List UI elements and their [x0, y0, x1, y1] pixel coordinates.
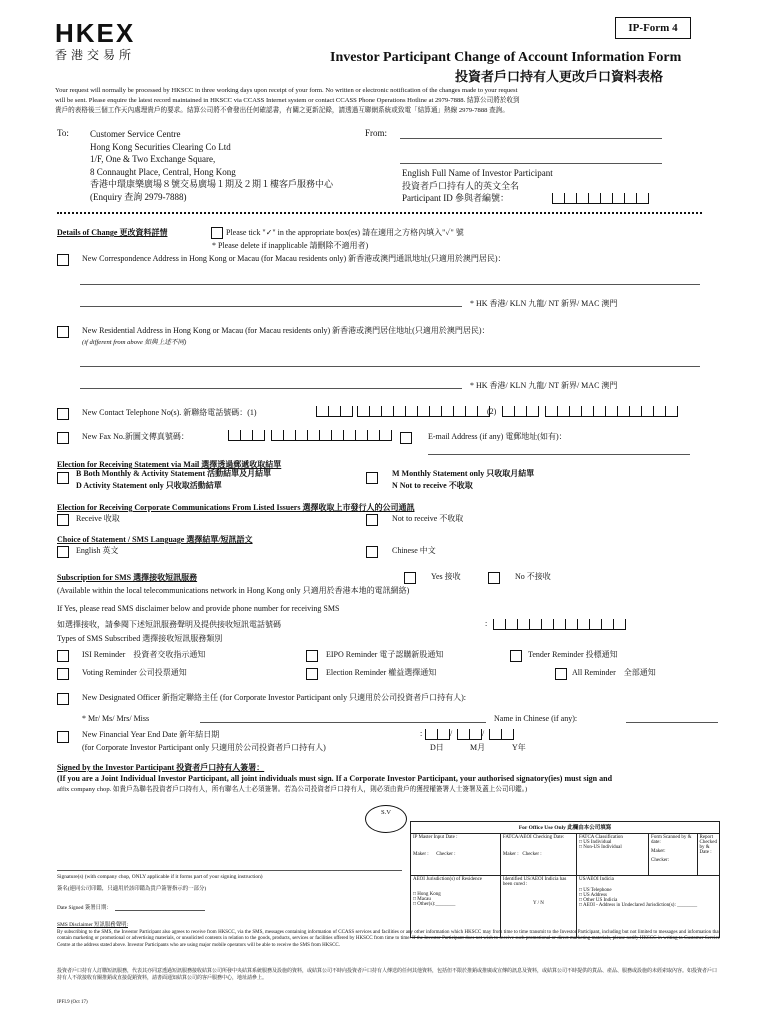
residential-address-line-2[interactable]: [80, 388, 462, 389]
fy-colon: :: [420, 729, 423, 738]
language-english-label: English 英文: [76, 546, 119, 555]
residential-address-label: New Residential Address in Hong Kong or Macau (for Macau residents only) 新香港或澳門居住地址(只適用於澳門居民)：: [82, 326, 490, 335]
office-aeoi-jurisdiction: AEOI Jurisdiction(s) of Residence: [413, 877, 483, 882]
statement-monthly-checkbox[interactable]: [366, 472, 378, 484]
fax-area-input[interactable]: [228, 430, 265, 441]
telephone-1-number-input[interactable]: [357, 406, 490, 417]
dotted-separator: [57, 212, 702, 214]
form-title-zh: 投資者戶口持有人更改戶口資料表格: [455, 69, 664, 84]
correspondence-address-line-2[interactable]: [80, 306, 462, 307]
form-title-en: Investor Participant Change of Account Information Form: [330, 50, 682, 65]
participant-id-label: Participant ID 參與者編號：: [402, 193, 509, 203]
correspondence-address-line-1[interactable]: [80, 284, 700, 285]
office-us-aeoi-indicia: US/AEOI Indicia: [578, 877, 614, 882]
telephone-checkbox[interactable]: [57, 408, 69, 420]
sms-disclaimer-heading: SMS Disclaimer 短訊服務聲明:: [57, 922, 128, 928]
fy-month-input[interactable]: [457, 729, 485, 740]
sms-yes-checkbox[interactable]: [404, 572, 416, 584]
sms-isi-checkbox[interactable]: [57, 650, 69, 662]
footer-code: IPFI.9 (Oct 17): [57, 1000, 88, 1005]
sms-disclaimer-text: By subscribing to the SMS, the Investor Participant also agrees to receive from HKSCC, via the SMS, messages containing information of CCASS services and facilities or any other information which HKSCC may from time to time transmit to the Investor Participant, including but not limited to messages and information that contain marketing or promotional or advertising materials, or unsolicited contents in relation to the goods, products, services or facilities offered by HKSCC from time to time. If the Investor Participant does not wish to receive such promotional or direct marketing materials, please notify HKSCC in writing to Customer Service Centre at the address stated above. Investor Participants who are using major mobile operators will be able to receive the SMS from HKSCC.: [57, 930, 720, 948]
fy-day-input[interactable]: [425, 729, 453, 740]
address-line: Customer Service Centre: [90, 129, 181, 139]
sms-tender-label: Tender Reminder 投標通知: [528, 650, 618, 659]
office-master-input: IP Master Input Date :: [413, 835, 458, 840]
office-use-header: For Office Use Only 此欄由本公司填寫: [411, 822, 720, 834]
tick-instruction: Please tick "✓" in the appropriate box(es) 請在適用之方格內填入"✓" 號: [226, 228, 464, 237]
signature-note: [57, 773, 717, 795]
fax-label: New Fax No.新圖文傳真號碼：: [82, 432, 189, 441]
signature-label: Signature(s) (with company chop, ONLY applicable if it forms part of your signing instruction): [57, 874, 263, 880]
email-input[interactable]: [428, 454, 690, 455]
corp-receive-label: Receive 收取: [76, 514, 120, 523]
sms-tender-checkbox[interactable]: [510, 650, 522, 662]
office-maker: Maker :: [413, 852, 429, 857]
telephone-1-area-input[interactable]: [316, 406, 353, 417]
officer-checkbox[interactable]: [57, 693, 69, 705]
intro-line: 貴戶的表格後三個工作天內處理貴戶的要求。結算公司將不會發出任何確認書，有關之更新記錄，請透過互聯網系統或致電「結算通」熱線 2979-7888 查詢。: [55, 107, 509, 114]
office-fatca-class: FATCA Classification: [578, 835, 623, 840]
intro-text: [55, 86, 715, 116]
office-form-scanned: Form Scanned by & date:: [651, 835, 692, 845]
telephone-label: New Contact Telephone No(s). 新聯絡電話號碼：(1): [82, 408, 257, 417]
election-mail-heading: Election for Receiving Statement via Mail 選擇透過郵遞收取結單: [57, 460, 282, 469]
fy-year-label: Y年: [512, 743, 526, 752]
office-other-us: Other US Indicia: [583, 898, 618, 903]
address-line: Hong Kong Securities Clearing Co Ltd: [90, 141, 231, 152]
language-heading: Choice of Statement / SMS Language 選擇結單/短訊語文: [57, 535, 253, 544]
office-use-table: [410, 821, 720, 938]
statement-both-label: [76, 468, 271, 492]
residential-region: * HK 香港/ KLN 九龍/ NT 新界/ MAC 澳門: [470, 381, 618, 390]
sms-voting-checkbox[interactable]: [57, 668, 69, 680]
address-line: 8 Connaught Place, Central, Hong Kong: [90, 166, 236, 177]
sms-election-label: Election Reminder 權益選擇通知: [326, 668, 437, 677]
intro-line: will be sent. Please enquire the latest record maintained in HKSCC via CCASS Internet system or contact CCASS Phone Operations Hotline at 2979-7888. 結算公司將於收到: [55, 97, 520, 104]
election-corp-heading: Election for Receiving Corporate Communications From Listed Issuers 選擇收取上市發行人的公司通訊: [57, 503, 415, 512]
sms-voting-label: Voting Reminder 公司投票通知: [82, 668, 187, 677]
office-aeoi-address: AEOI - Address in Undeclared Jurisdiction(s): ________: [582, 903, 698, 908]
email-checkbox[interactable]: [400, 432, 412, 444]
sms-isi-label: ISI Reminder 投資者交收指示通知: [82, 650, 206, 659]
office-non-us: Non-US Individual: [583, 845, 622, 850]
office-checker-3: Checker:: [651, 858, 670, 863]
correspondence-region: * HK 香港/ KLN 九龍/ NT 新界/ MAC 澳門: [470, 299, 618, 308]
statement-option-d: D Activity Statement only 只收取活動結單: [76, 481, 222, 490]
office-us-telephone: US Telephone: [583, 888, 612, 893]
sms-availability: (Available within the local telecommunications network in Hong Kong only 只適用於香港本地的電訊網絡): [57, 586, 410, 595]
sms-heading: Subscription for SMS 選擇接收短訊服務: [57, 573, 198, 582]
financial-year-note: (for Corporate Investor Participant only 只適用於公司投資者戶口持有人): [82, 743, 326, 752]
officer-titles: * Mr/ Ms/ Mrs/ Miss: [82, 714, 150, 723]
telephone-2-number-input[interactable]: [545, 406, 678, 417]
sms-election-checkbox[interactable]: [306, 668, 318, 680]
fy-slash-1: /: [450, 729, 453, 738]
language-chinese-label: Chinese 中文: [392, 546, 436, 555]
sms-phone-colon: :: [485, 619, 488, 628]
signature-note-line: (If you are a Joint Individual Investor Participant, all joint individuals must sign. If a Corporate Investor Participant, your authorised signatory(ies) must sign and: [57, 774, 613, 783]
statement-option-b: B Both Monthly & Activity Statement 活動結單及月結單: [76, 469, 272, 478]
statement-both-checkbox[interactable]: [57, 472, 69, 484]
sms-yes-label: Yes 接收: [431, 572, 461, 581]
residential-address-note: (if different from above 如與上述不同): [82, 339, 187, 346]
intro-line: Your request will normally be processed by HKSCC in three working days upon receipt of your form. No written or electronic notification of the changes made to your request: [55, 87, 518, 94]
from-label: From:: [365, 128, 388, 138]
office-maker-3: Maker:: [651, 849, 666, 854]
office-master-input-cell: [411, 834, 501, 876]
sms-disclaimer-text-zh: 投資者戶口持有人訂購短訊服務，代表其亦同意透過短訊服務接收結算公司所發中央結算系統服務及設施的資料，或結算公司不時向投資者戶口持有人傳送的任何其他資料，包括但不限於推銷或推廣或宣傳的訊息及資料，或結算公司不時提供的貨品、產品、服務或設施的未經索取內容。如投資者戶口持有人不欲接收有關推銷或直接促銷資料，請書面通知結算公司的客戶服務中心，地址請參上。: [57, 969, 718, 981]
sms-disclaimer-instruction-zh: 如選擇接收，請參閱下述短訊服務聲明及提供接收短訊電話號碼: [57, 620, 281, 629]
office-jurisdiction-cell: AEOI Jurisdiction(s) of Residence □ Hong Kong □ Macau □ Other(s):________: [411, 876, 501, 938]
sms-types-label: Types of SMS Subscribed 選擇接收短訊服務類別: [57, 634, 223, 643]
fax-checkbox[interactable]: [57, 432, 69, 444]
address-line: (Enquiry 查詢 2979-7888): [90, 191, 187, 202]
signature-note-line: affix company chop. 如貴戶為聯名投資者戶口持有人，所有聯名人士必須簽署。若為公司投資者戶口持有人，則必須由貴戶的獲授權簽署人士簽署及蓋上公司印鑑。): [57, 786, 528, 793]
corp-not-receive-checkbox[interactable]: [366, 514, 378, 526]
fy-slash-2: /: [482, 729, 485, 738]
to-label: To:: [57, 128, 69, 138]
office-fatca-checking-cell: [500, 834, 576, 876]
name-label-zh: 投資者戶口持有人的英文全名: [402, 180, 520, 191]
sms-disclaimer-instruction: If Yes, please read SMS disclaimer below and provide phone number for receiving SMS: [57, 604, 340, 613]
office-others: Other(s):________: [417, 902, 456, 907]
sms-phone-input[interactable]: [493, 619, 626, 630]
office-report-checked-cell: [697, 834, 720, 876]
language-chinese-checkbox[interactable]: [366, 546, 378, 558]
office-fatca-class-cell: FATCA Classification □ US Individual □ Non-US Individual: [576, 834, 648, 876]
statement-option-m: M Monthly Statement only 只收取月結單: [392, 469, 535, 478]
address-line: 1/F, One & Two Exchange Square,: [90, 154, 216, 164]
officer-label: New Designated Officer 新指定聯絡主任 (for Corporate Investor Participant only 只適用於公司投資者戶口持有人):: [82, 693, 467, 702]
financial-year-label: New Financial Year End Date 新年結日期: [82, 730, 220, 739]
name-label-en: English Full Name of Investor Participant: [402, 168, 553, 178]
statement-monthly-label: [392, 468, 534, 492]
statement-option-n: N Not to receive 不收取: [392, 481, 473, 490]
fax-number-input[interactable]: [271, 430, 392, 441]
english-name-label: [402, 167, 553, 205]
sms-all-label: All Reminder 全部通知: [572, 668, 656, 677]
fy-month-label: M月: [470, 743, 486, 752]
fy-day-label: D日: [430, 743, 444, 752]
office-hong-kong: Hong Kong: [417, 892, 441, 897]
office-checker-2: Checker :: [522, 852, 542, 857]
residential-address-checkbox[interactable]: [57, 326, 69, 338]
office-report-checked: Report Checked by & Date :: [699, 835, 717, 855]
telephone-2-area-input[interactable]: [502, 406, 539, 417]
office-indicia-cured-cell: [500, 876, 576, 938]
office-us-address: US Address: [583, 893, 607, 898]
details-heading: Details of Change 更改資料詳情: [57, 228, 168, 237]
participant-id-input[interactable]: [552, 193, 649, 204]
officer-chinese-name-label: Name in Chinese (if any):: [494, 714, 578, 723]
hkex-logo: HKEX: [55, 18, 136, 48]
recipient-address: [90, 128, 333, 203]
office-indicia-cell: US/AEOI Indicia □ US Telephone □ US Address □ Other US Indicia □ AEOI - Address in Undeclared Jurisdiction(s): ________: [576, 876, 719, 938]
delete-note: * Please delete if inapplicable 請刪除不適用者): [212, 241, 369, 250]
office-identified: Identified US/AEOI Indicia has been cured :: [502, 877, 567, 887]
correspondence-address-checkbox[interactable]: [57, 254, 69, 266]
financial-year-checkbox[interactable]: [57, 731, 69, 743]
office-fatca-checking: FATCA/AEOI Checking Date:: [502, 835, 565, 840]
office-macau: Macau: [417, 897, 431, 902]
english-name-input[interactable]: [400, 163, 662, 164]
sms-no-checkbox[interactable]: [488, 572, 500, 584]
corp-not-receive-label: Not to receive 不收取: [392, 514, 464, 523]
language-english-checkbox[interactable]: [57, 546, 69, 558]
telephone-2-label: (2): [487, 407, 497, 416]
corp-receive-checkbox[interactable]: [57, 514, 69, 526]
office-yn: Y / N: [532, 901, 544, 906]
sms-all-checkbox[interactable]: [555, 668, 567, 680]
fy-year-input[interactable]: [489, 729, 514, 740]
office-form-scanned-cell: [649, 834, 697, 876]
sms-eipo-label: EIPO Reminder 電子認購新股通知: [326, 650, 444, 659]
from-input[interactable]: [400, 138, 662, 139]
signature-heading: Signed by the Investor Participant 投資者戶口持有人簽署：: [57, 763, 265, 772]
tick-sample-box: [211, 227, 223, 239]
date-signed-input[interactable]: [115, 910, 205, 911]
email-label: E-mail Address (if any) 電郵地址(如有)：: [428, 432, 567, 441]
officer-chinese-name-input[interactable]: [626, 722, 718, 723]
office-maker-2: Maker :: [502, 852, 519, 857]
office-us-individual: US Individual: [583, 840, 612, 845]
sms-no-label: No 不接收: [515, 572, 551, 581]
form-number-badge: IP-Form 4: [615, 17, 691, 39]
office-checker: Checker :: [436, 852, 456, 857]
signature-label-zh: 簽名(連同公司印鑑，只適用於該印鑑為貴戶簽署指示的一部分): [57, 886, 207, 892]
sv-stamp: S.V: [365, 805, 407, 833]
correspondence-address-label: New Correspondence Address in Hong Kong or Macau (for Macau residents only) 新香港或澳門通訊地址(只適用於澳門居民)：: [82, 254, 506, 263]
signature-input[interactable]: [57, 870, 402, 871]
sms-eipo-checkbox[interactable]: [306, 650, 318, 662]
address-line: 香港中環康樂廣場８號交易廣場１期及２期１樓客戶服務中心: [90, 179, 334, 189]
officer-name-input[interactable]: [200, 722, 486, 723]
hkex-logo-chinese: 香港交易所: [55, 48, 136, 62]
residential-address-line-1[interactable]: [80, 366, 700, 367]
date-signed-label: Date Signed 簽署日期：: [57, 905, 112, 911]
